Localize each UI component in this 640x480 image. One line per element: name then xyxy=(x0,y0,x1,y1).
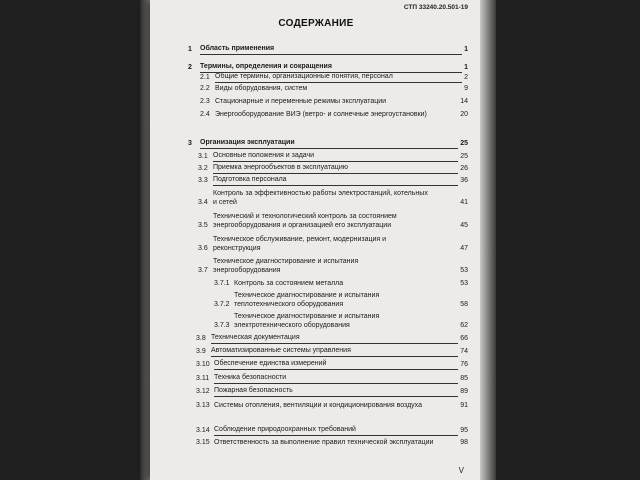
toc-number: 3 xyxy=(188,140,192,147)
toc-page: 98 xyxy=(460,439,468,446)
toc-number: 3.13 xyxy=(196,402,210,409)
toc-entry xyxy=(198,236,468,253)
toc-number: 2.4 xyxy=(200,111,210,118)
toc-page: 74 xyxy=(460,348,468,355)
toc-entry xyxy=(196,426,468,436)
toc-text: Ответственность за выполнение правил технической эксплуатации xyxy=(214,439,434,446)
toc-number: 3.9 xyxy=(196,348,206,355)
toc-entry xyxy=(198,176,468,186)
toc-text: Энергооборудование ВИЭ (ветро- и солнечные энергоустановки) xyxy=(215,111,427,118)
document-code: СТП 33240.20.501-19 xyxy=(403,4,468,11)
toc-entry xyxy=(198,213,468,230)
toc-page: 62 xyxy=(460,321,468,329)
toc-text: Техническая документация xyxy=(211,334,458,344)
page-number: V xyxy=(458,466,464,475)
toc-number: 3.1 xyxy=(198,153,208,160)
toc-text: Техническое диагностирование и испытания теплотехнического оборудования xyxy=(234,292,380,308)
toc-number: 3.2 xyxy=(198,165,208,172)
toc-entry xyxy=(188,63,468,73)
toc-number: 3.11 xyxy=(196,375,210,382)
toc-entry xyxy=(200,73,468,83)
document-page xyxy=(150,0,482,480)
toc-text: Общие термины, организационные понятия, персонал xyxy=(215,73,462,83)
toc-text: Техническое обслуживание, ремонт, модернизация и реконструкция xyxy=(213,236,387,252)
toc-number: 3.14 xyxy=(196,427,210,434)
toc-page: 20 xyxy=(460,111,468,118)
toc-page: 9 xyxy=(464,85,468,92)
toc-page: 53 xyxy=(460,266,468,274)
toc-number: 3.4 xyxy=(198,198,208,206)
toc-number: 1 xyxy=(188,46,192,53)
toc-entry xyxy=(214,280,468,289)
toc-page: 66 xyxy=(460,335,468,342)
toc-text: Системы отопления, вентиляции и кондиционирования воздуха xyxy=(214,402,423,409)
toc-page: 47 xyxy=(460,244,468,252)
toc-page: 89 xyxy=(460,388,468,395)
toc-number: 3.15 xyxy=(196,439,210,446)
toc-page: 36 xyxy=(460,177,468,184)
toc-page: 53 xyxy=(460,280,468,287)
toc-text: Контроль за эффективностью работы электростанций, котельных и сетей xyxy=(213,190,428,206)
toc-number: 3.7 xyxy=(198,266,208,274)
toc-page: 45 xyxy=(460,221,468,229)
toc-entry xyxy=(198,190,468,207)
toc-page: 91 xyxy=(460,402,468,409)
page-shadow-right xyxy=(480,0,496,480)
toc-text: Подготовка персонала xyxy=(213,176,458,186)
toc-page: 85 xyxy=(460,375,468,382)
toc-entry xyxy=(196,360,468,370)
toc-number: 3.12 xyxy=(196,388,210,395)
toc-page: 25 xyxy=(460,153,468,160)
toc-entry xyxy=(196,374,468,384)
toc-text: Область применения xyxy=(200,45,462,55)
toc-number: 3.5 xyxy=(198,221,208,229)
toc-page: 76 xyxy=(460,361,468,368)
toc-entry xyxy=(214,292,468,309)
toc-text: Термины, определения и сокращения xyxy=(200,63,462,73)
table-of-contents xyxy=(150,0,482,480)
toc-text: Техническое диагностирование и испытания энергооборудования xyxy=(213,258,359,274)
toc-number: 3.8 xyxy=(196,335,206,342)
toc-number: 2.3 xyxy=(200,98,210,105)
toc-number: 2 xyxy=(188,64,192,71)
toc-entry xyxy=(200,111,468,120)
toc-page: 14 xyxy=(460,98,468,105)
toc-entry xyxy=(198,258,468,275)
toc-page: 26 xyxy=(460,165,468,172)
toc-text: Приемка энергообъектов в эксплуатацию xyxy=(213,164,458,174)
toc-entry xyxy=(196,347,468,357)
toc-number: 3.7.3 xyxy=(214,321,230,329)
toc-entry xyxy=(200,85,468,94)
toc-entry xyxy=(196,334,468,344)
toc-text: Виды оборудования, систем xyxy=(215,85,308,92)
toc-number: 3.6 xyxy=(198,244,208,252)
toc-text: Автоматизированные системы управления xyxy=(211,347,458,357)
toc-text: Стационарные и переменные режимы эксплуатации xyxy=(215,98,387,105)
toc-number: 3.3 xyxy=(198,177,208,184)
toc-text: Основные положения и задачи xyxy=(213,152,458,162)
toc-entry xyxy=(214,313,468,330)
toc-number: 2.1 xyxy=(200,74,210,81)
toc-page: 41 xyxy=(460,198,468,206)
toc-entry xyxy=(200,98,468,107)
toc-text: Пожарная безопасность xyxy=(214,387,458,397)
toc-number: 3.10 xyxy=(196,361,210,368)
toc-entry xyxy=(188,139,468,149)
toc-page: 2 xyxy=(464,74,468,81)
page-title: СОДЕРЖАНИЕ xyxy=(278,18,354,29)
toc-page: 95 xyxy=(460,427,468,434)
toc-text: Соблюдение природоохранных требований xyxy=(214,426,458,436)
toc-text: Технический и технологический контроль за состоянием энергооборудования и организацией его эксплуатации xyxy=(213,213,397,229)
toc-text: Организация эксплуатации xyxy=(200,139,458,149)
toc-entry xyxy=(196,439,468,448)
toc-text: Контроль за состоянием металла xyxy=(234,280,344,287)
toc-page: 1 xyxy=(464,46,468,53)
toc-page: 58 xyxy=(460,300,468,308)
toc-number: 3.7.1 xyxy=(214,280,230,287)
toc-number: 2.2 xyxy=(200,85,210,92)
toc-entry xyxy=(196,402,468,411)
toc-entry xyxy=(198,164,468,174)
toc-text: Обеспечение единства измерений xyxy=(214,360,458,370)
toc-entry xyxy=(198,152,468,162)
toc-entry xyxy=(196,387,468,397)
toc-text: Техническое диагностирование и испытания электротехнического оборудования xyxy=(234,313,380,329)
toc-page: 1 xyxy=(464,64,468,71)
toc-page: 25 xyxy=(460,140,468,147)
toc-text: Техника безопасности xyxy=(214,374,458,384)
toc-entry xyxy=(188,45,468,55)
toc-number: 3.7.2 xyxy=(214,300,230,308)
